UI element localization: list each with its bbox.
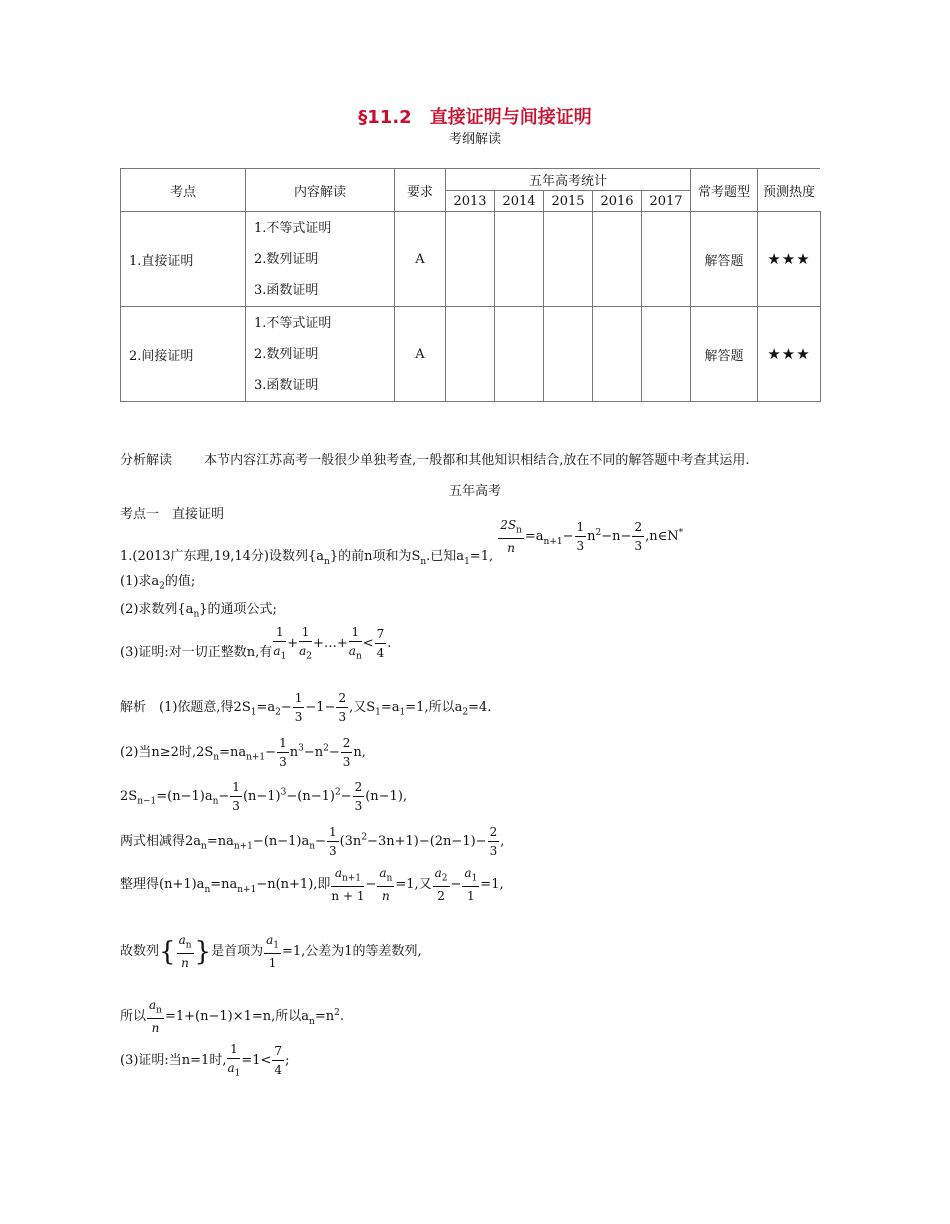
solution-line-4: 两式相减得$2a_n=na_{n+1}-(n-1)a_n-$ $\frac{1}{3}$ $(3n^2-3n+1)-(2n-1)-$ $\frac{2}{3}$ ,	[120, 825, 505, 858]
content-item: 2.数列证明	[254, 346, 319, 362]
analysis	[120, 449, 750, 468]
year-cell	[544, 212, 593, 307]
year-cell	[642, 307, 691, 402]
solution-line-6: 故数列{ $\frac{a_n}{n}$ }是首项为 $\frac{a_1}{1}$ =1,公差为1的等差数列,	[120, 933, 422, 971]
syllabus-table	[120, 168, 821, 402]
table-row	[121, 307, 821, 402]
header-content: 内容解读	[246, 169, 395, 212]
header-year: 2017	[642, 191, 691, 212]
solution-line-2: (2)当n≥2时$,2S_n=na_{n+1}-$ $\frac{1}{3}$ $n^3-n^2-$ $\frac{2}{3}$ n,	[120, 736, 366, 769]
page-title: §11.2 直接证明与间接证明	[358, 107, 592, 128]
section-title: 五年高考	[448, 484, 501, 499]
year-cell	[593, 307, 642, 402]
year-cell	[495, 212, 544, 307]
kaodian-heading: 考点一 直接证明	[120, 507, 225, 522]
analysis-label: 分析解读	[120, 453, 173, 468]
page-subtitle: 考纲解读	[448, 132, 501, 147]
header-year: 2015	[544, 191, 593, 212]
header-year: 2016	[593, 191, 642, 212]
analysis-text: 本节内容江苏高考一般很少单独考查,一般都和其他知识相结合,放在不同的解答题中考查其运用.	[204, 453, 750, 468]
header-stats: 五年高考统计	[446, 169, 691, 191]
year-cell	[544, 307, 593, 402]
year-cell	[446, 212, 495, 307]
header-heat: 预测热度	[758, 169, 821, 212]
fraction-2sn-over-n: $\frac{2S_n}{n}$	[500, 518, 522, 556]
table-row	[121, 212, 821, 307]
solution-line-1: 解析 (1)依题意,得$2S_1=a_2-$ $\frac{1}{3}$ −1− $\frac{2}{3}$ ,又$S_1=a_1=1$,所以$a_2=4$.	[120, 691, 492, 724]
row-type: 解答题	[691, 307, 758, 402]
row-content	[246, 307, 395, 402]
year-cell	[642, 212, 691, 307]
question-1: (1)求$a_2$的值;	[120, 574, 196, 592]
header-year: 2013	[446, 191, 495, 212]
year-cell	[593, 212, 642, 307]
solution-line-7: 所以 $\frac{a_n}{n}$ =1+(n−1)×1=n,所以$a_n=n^2$.	[120, 998, 344, 1036]
row-type: 解答题	[691, 212, 758, 307]
row-heat: ★★★	[758, 212, 821, 307]
question-3: (3)证明:对一切正整数n,有 $\frac{1}{a_1}$ + $\frac{1}{a_2}$ +…+ $\frac{1}{a_n}$ < $\frac{7}{4}$ .	[120, 625, 392, 662]
row-require: A	[395, 307, 446, 402]
header-year: 2014	[495, 191, 544, 212]
problem-line: 1.(2013广东理,19,14分)设数列$\{a_n\}$的前n项和为$S_n$.已知$a_1=1$, $\frac{2S_n}{n}$ $=a_{n+1}-$ $\frac{1}{3}$ $n^2-n-$ $\frac{2}{3}$ ,n∈N*	[120, 518, 684, 567]
row-heat: ★★★	[758, 307, 821, 402]
row-point: 2.间接证明	[121, 307, 246, 402]
header-type: 常考题型	[691, 169, 758, 212]
solution-line-3: $2S_{n-1}=(n-1)a_n-$ $\frac{1}{3}$ $(n-1)^3-(n-1)^2-$ $\frac{2}{3}$ (n−1),	[120, 780, 408, 813]
solution-line-8: (3)证明:当n=1时, $\frac{1}{a_1}$ =1< $\frac{7}{4}$ ;	[120, 1042, 290, 1079]
content-item: 2.数列证明	[254, 251, 319, 267]
fraction-two-thirds: $\frac{2}{3}$	[634, 520, 643, 554]
row-point: 1.直接证明	[121, 212, 246, 307]
question-2: (2)求数列$\{a_n\}$的通项公式;	[120, 602, 277, 620]
row-require: A	[395, 212, 446, 307]
fraction-one-third: $\frac{1}{3}$	[576, 520, 585, 554]
year-cell	[446, 307, 495, 402]
content-item: 3.函数证明	[254, 282, 319, 298]
solution-line-5: 整理得$(n+1)a_n=na_{n+1}-n(n+1)$,即 $\frac{a_{n+1}}{n + 1}$ − $\frac{a_n}{n}$ =1,又 $\frac{a_2}{2}$ − $\frac{a_1}{1}$ =1,	[120, 866, 504, 904]
content-item: 1.不等式证明	[254, 220, 332, 236]
header-point: 考点	[121, 169, 246, 212]
content-item: 3.函数证明	[254, 377, 319, 393]
row-content	[246, 212, 395, 307]
header-require: 要求	[395, 169, 446, 212]
year-cell	[495, 307, 544, 402]
content-item: 1.不等式证明	[254, 315, 332, 331]
